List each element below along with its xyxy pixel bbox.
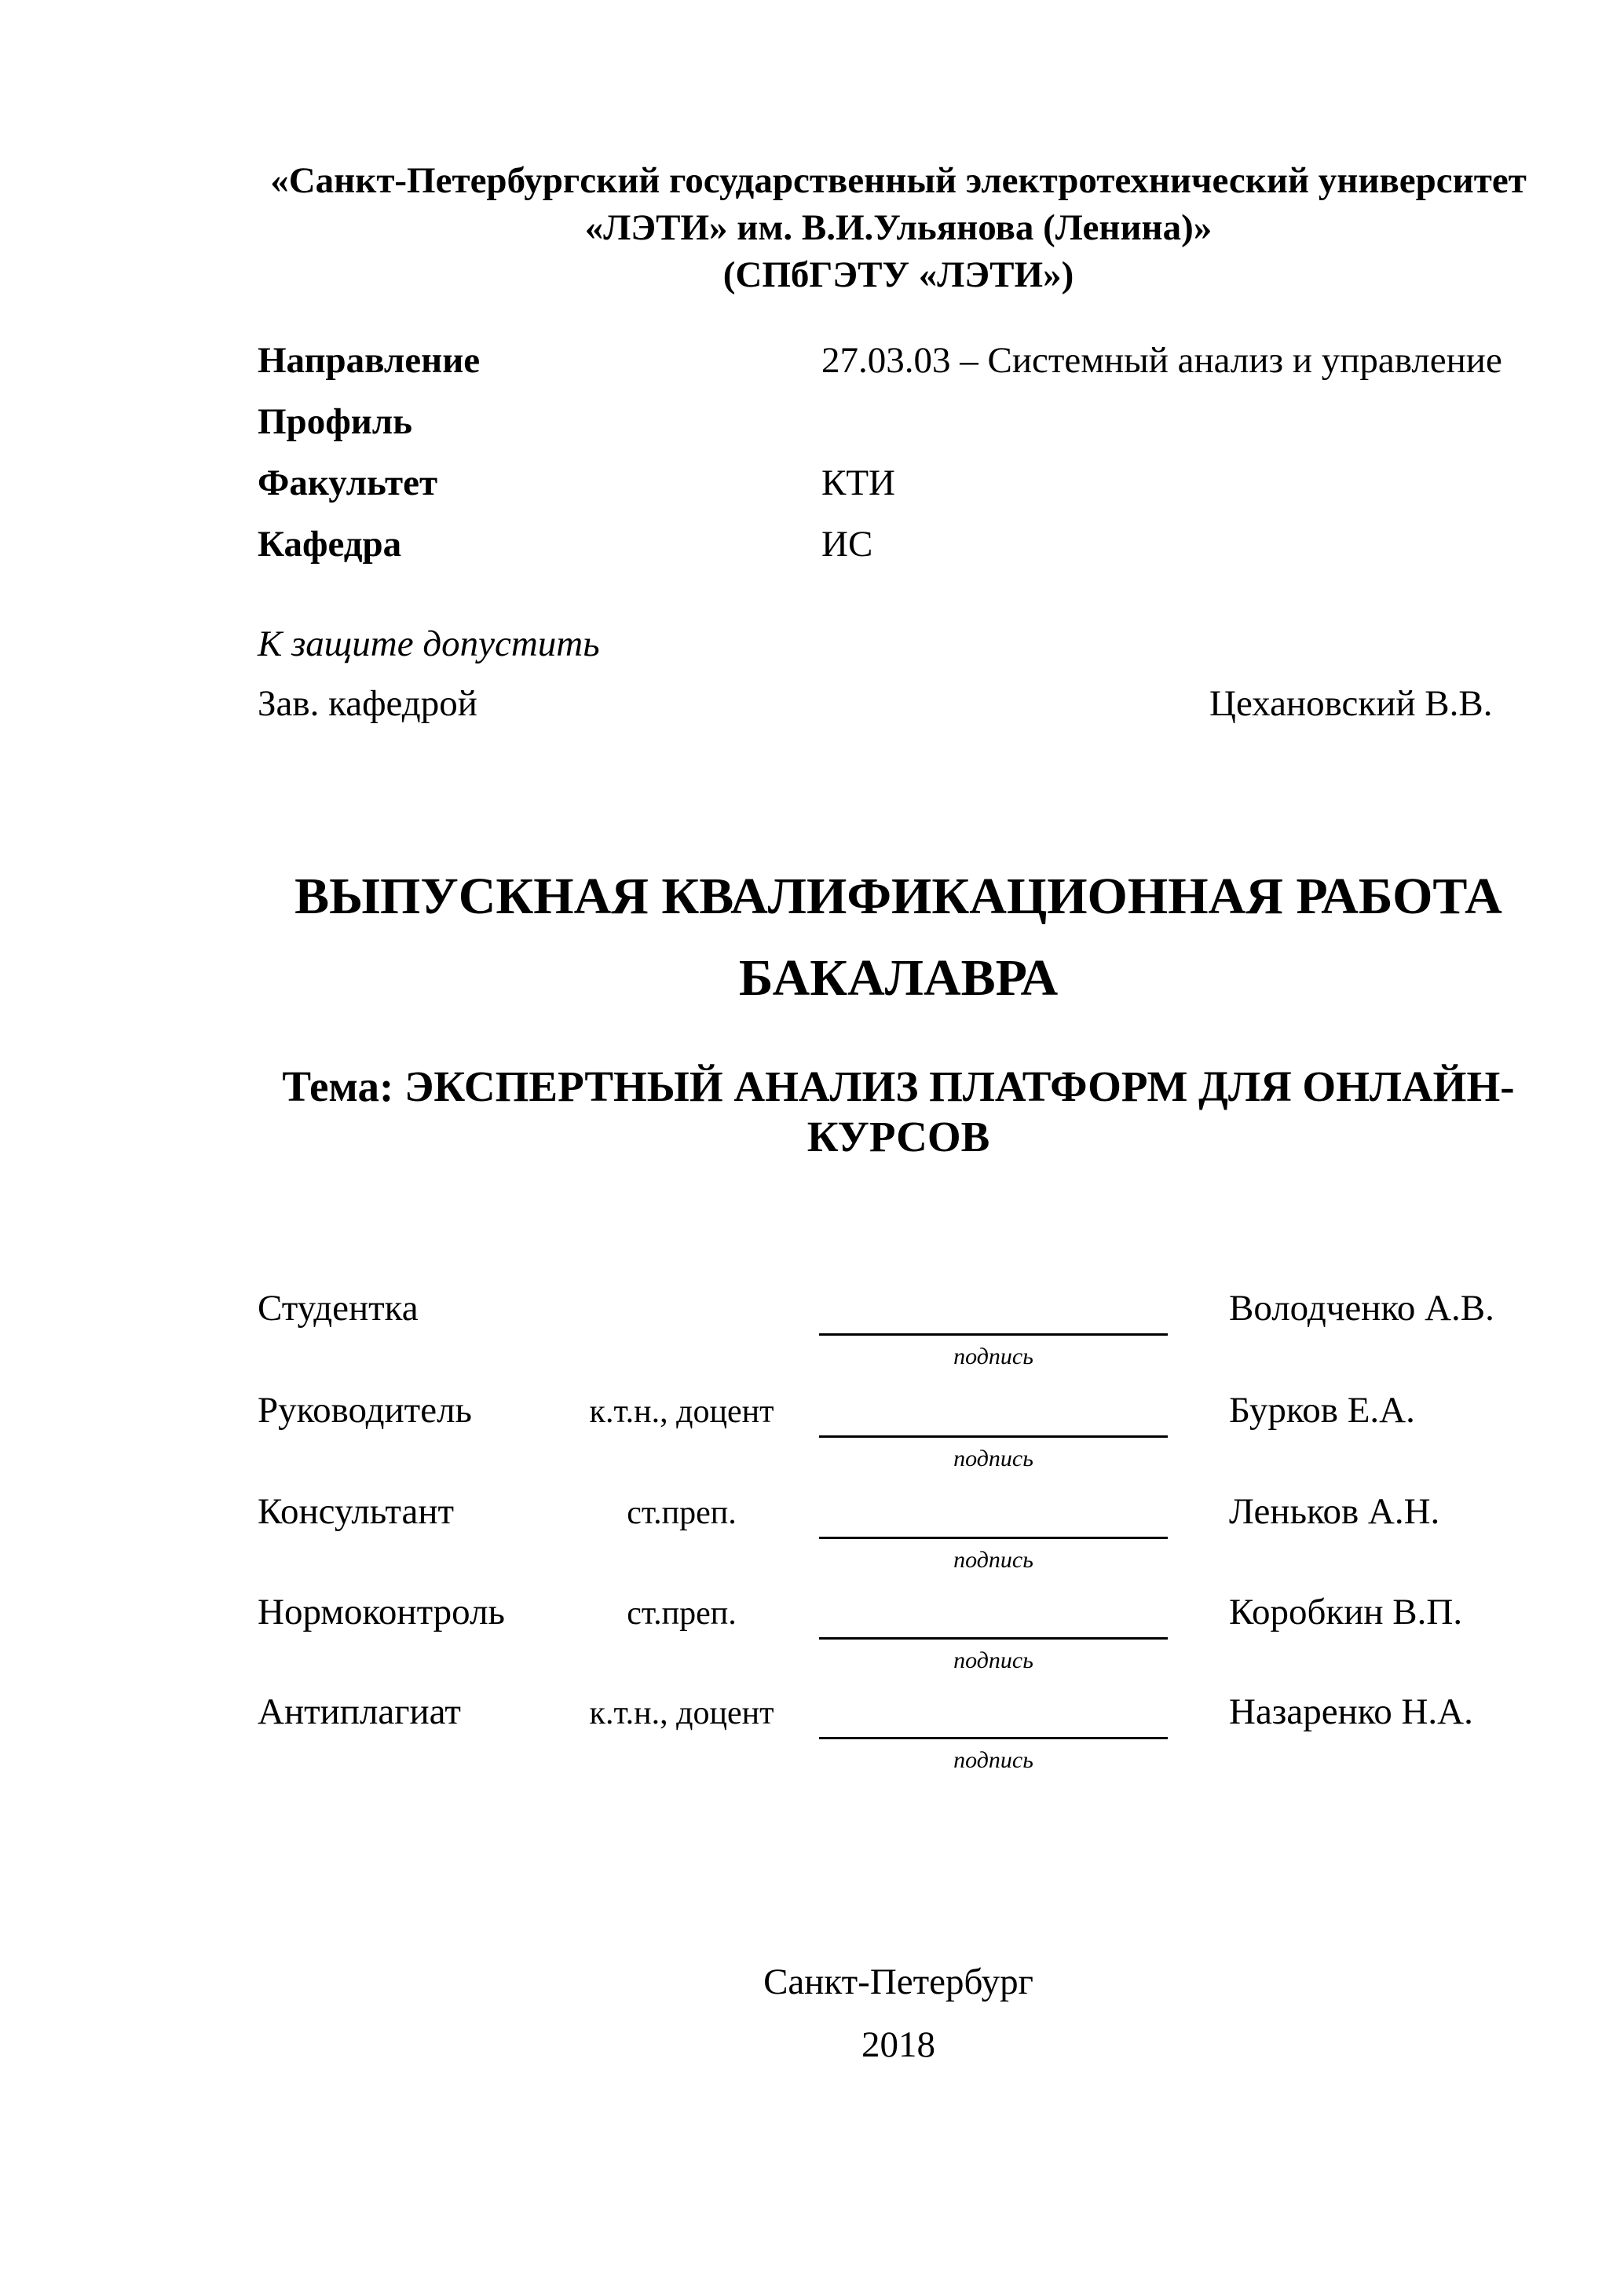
field-row-faculty xyxy=(258,452,1539,514)
signatory-rank: к.т.н., доцент xyxy=(589,1394,774,1430)
program-fields xyxy=(258,330,1539,575)
signatory-name: Леньков А.Н. xyxy=(1229,1491,1440,1532)
field-row-direction xyxy=(258,330,1539,391)
field-label: Факультет xyxy=(258,462,438,503)
admission-row xyxy=(258,680,1539,727)
work-theme-line2: КУРСОВ xyxy=(807,1113,990,1161)
approver-label: Зав. кафедрой xyxy=(258,683,477,724)
signatory-role: Антиплагиат xyxy=(258,1691,461,1732)
university-header xyxy=(258,157,1539,298)
footer-year: 2018 xyxy=(861,2024,935,2065)
field-row-department xyxy=(258,514,1539,575)
signature-row-student xyxy=(258,1286,1624,1380)
signature-line xyxy=(819,1333,1168,1336)
approver-name: Цехановский В.В. xyxy=(1209,683,1493,724)
footer xyxy=(258,1951,1539,2076)
signatory-role: Нормоконтроль xyxy=(258,1592,505,1632)
university-header-line1: «Санкт-Петербургский государственный электротехнический университет xyxy=(270,160,1527,201)
signatory-rank: ст.преп. xyxy=(627,1495,737,1531)
signatory-role: Консультант xyxy=(258,1491,455,1532)
field-label: Профиль xyxy=(258,401,413,442)
signature-caption: подпись xyxy=(953,1547,1033,1573)
field-label: Кафедра xyxy=(258,524,402,565)
work-title-line1: ВЫПУСКНАЯ КВАЛИФИКАЦИОННАЯ РАБОТА xyxy=(294,868,1502,925)
university-header-line3: (СПбГЭТУ «ЛЭТИ») xyxy=(722,254,1074,295)
signatory-rank: ст.преп. xyxy=(627,1596,737,1632)
signature-row-antiplagiarism xyxy=(258,1690,1624,1784)
footer-city: Санкт-Петербург xyxy=(763,1961,1033,2002)
signatory-role: Студентка xyxy=(258,1288,419,1329)
signatory-rank: к.т.н., доцент xyxy=(589,1695,774,1731)
signature-caption: подпись xyxy=(953,1446,1033,1472)
field-label: Направление xyxy=(258,340,481,381)
signature-row-consultant xyxy=(258,1490,1624,1584)
work-theme xyxy=(258,1062,1539,1162)
work-theme-line1: Тема: ЭКСПЕРТНЫЙ АНАЛИЗ ПЛАТФОРМ ДЛЯ ОНЛАЙН- xyxy=(282,1062,1515,1110)
work-title-line2: БАКАЛАВРА xyxy=(738,949,1059,1007)
field-value: ИС xyxy=(821,524,873,565)
signature-line xyxy=(819,1537,1168,1539)
signature-caption: подпись xyxy=(953,1344,1033,1369)
signature-line xyxy=(819,1435,1168,1438)
signature-row-supervisor xyxy=(258,1388,1624,1483)
signatory-name: Володченко А.В. xyxy=(1229,1288,1494,1329)
signature-line xyxy=(819,1737,1168,1739)
work-title xyxy=(258,856,1539,1019)
field-value: 27.03.03 – Системный анализ и управление xyxy=(821,340,1502,381)
field-row-profile xyxy=(258,391,1539,452)
signatory-name: Коробкин В.П. xyxy=(1229,1592,1463,1632)
signature-caption: подпись xyxy=(953,1747,1033,1773)
signatory-name: Назаренко Н.А. xyxy=(1229,1691,1473,1732)
field-value: КТИ xyxy=(821,462,895,503)
university-header-line2: «ЛЭТИ» им. В.И.Ульянова (Ленина)» xyxy=(584,207,1213,248)
signature-caption: подпись xyxy=(953,1647,1033,1673)
admission-note: К защите допустить xyxy=(258,623,600,664)
signatory-name: Бурков Е.А. xyxy=(1229,1390,1415,1431)
signature-row-normcontrol xyxy=(258,1590,1624,1684)
signature-line xyxy=(819,1637,1168,1640)
signatory-role: Руководитель xyxy=(258,1390,472,1431)
